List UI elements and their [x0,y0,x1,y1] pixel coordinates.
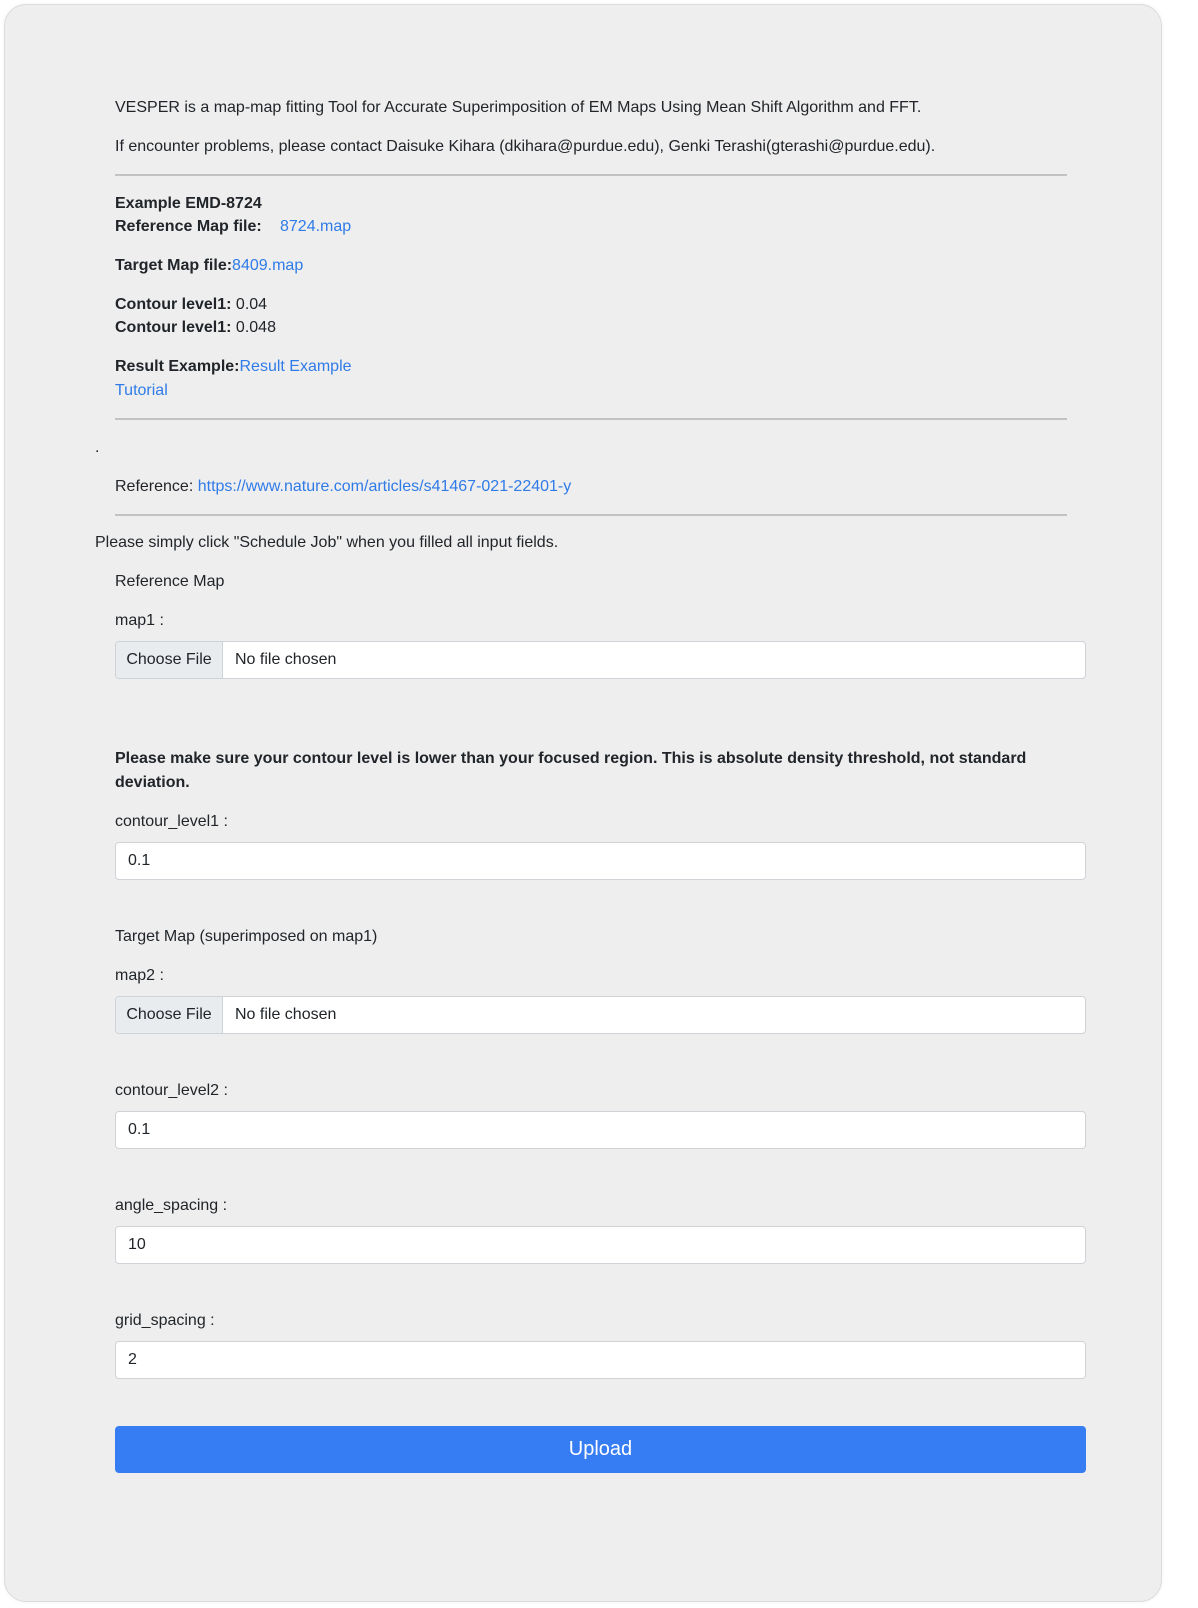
map1-label: map1 : [115,612,164,629]
contour-level1-input[interactable]: 0.1 [115,842,1086,880]
divider-3 [115,514,1067,516]
contour-level2-input[interactable]: 0.1 [115,1111,1086,1149]
grid-spacing-label: grid_spacing : [115,1312,215,1329]
result-example-link[interactable]: Result Example [239,358,352,375]
reference-label: Reference: [115,478,194,495]
contour-level2-row [115,317,276,339]
divider-1 [115,174,1067,176]
instructions-text: Please simply click "Schedule Job" when you filled all input fields. [95,534,559,551]
contour-level1-label: Contour level1: [115,296,232,313]
map2-label: map2 : [115,967,164,984]
upload-button[interactable]: Upload [115,1426,1086,1473]
contour-level1-row [115,294,267,316]
divider-2 [115,418,1067,420]
map2-file-status: No file chosen [235,1006,337,1023]
dot-text: . [95,439,100,456]
map1-file-input[interactable] [115,641,1086,679]
intro-text: VESPER is a map-map fitting Tool for Accurate Superimposition of EM Maps Using Mean Shift Algorithm and FFT. [115,99,922,116]
target-map-file-link[interactable]: 8409.map [232,257,304,274]
map1-file-status: No file chosen [235,651,337,668]
ref-map-file-link[interactable]: 8724.map [280,218,352,235]
map1-choose-file-button[interactable]: Choose File [116,642,223,678]
contact-text: If encounter problems, please contact Daisuke Kihara (dkihara@purdue.edu), Genki Terashi(gterashi@purdue.edu). [115,138,936,155]
reference-row [115,476,571,498]
contour-level2-value: 0.048 [235,319,276,336]
contour-level2-label: Contour level1: [115,319,232,336]
angle-spacing-input[interactable]: 10 [115,1226,1086,1264]
map2-choose-file-button[interactable]: Choose File [116,997,223,1033]
target-map-file-label: Target Map file: [115,257,233,274]
contour-level1-value: 0.04 [235,296,268,313]
reference-map-heading: Reference Map [115,573,225,590]
target-map-file-row [115,255,303,277]
contour-note-line2: deviation. [115,774,190,791]
contour-level2-field-label: contour_level2 : [115,1082,228,1099]
target-map-heading: Target Map (superimposed on map1) [115,928,378,945]
result-example-label: Result Example: [115,358,240,375]
angle-spacing-label: angle_spacing : [115,1197,228,1214]
map2-file-input[interactable] [115,996,1086,1034]
contour-note-line1: Please make sure your contour level is lower than your focused region. This is absolute density threshold, not standard [115,750,1027,767]
contour-level1-field-label: contour_level1 : [115,813,228,830]
grid-spacing-input[interactable]: 2 [115,1341,1086,1379]
ref-map-file-label: Reference Map file: [115,218,262,235]
example-title: Example EMD-8724 [115,195,262,212]
reference-link[interactable]: https://www.nature.com/articles/s41467-021-22401-y [197,478,572,495]
tutorial-link[interactable]: Tutorial [115,382,168,399]
result-example-row [115,356,352,378]
